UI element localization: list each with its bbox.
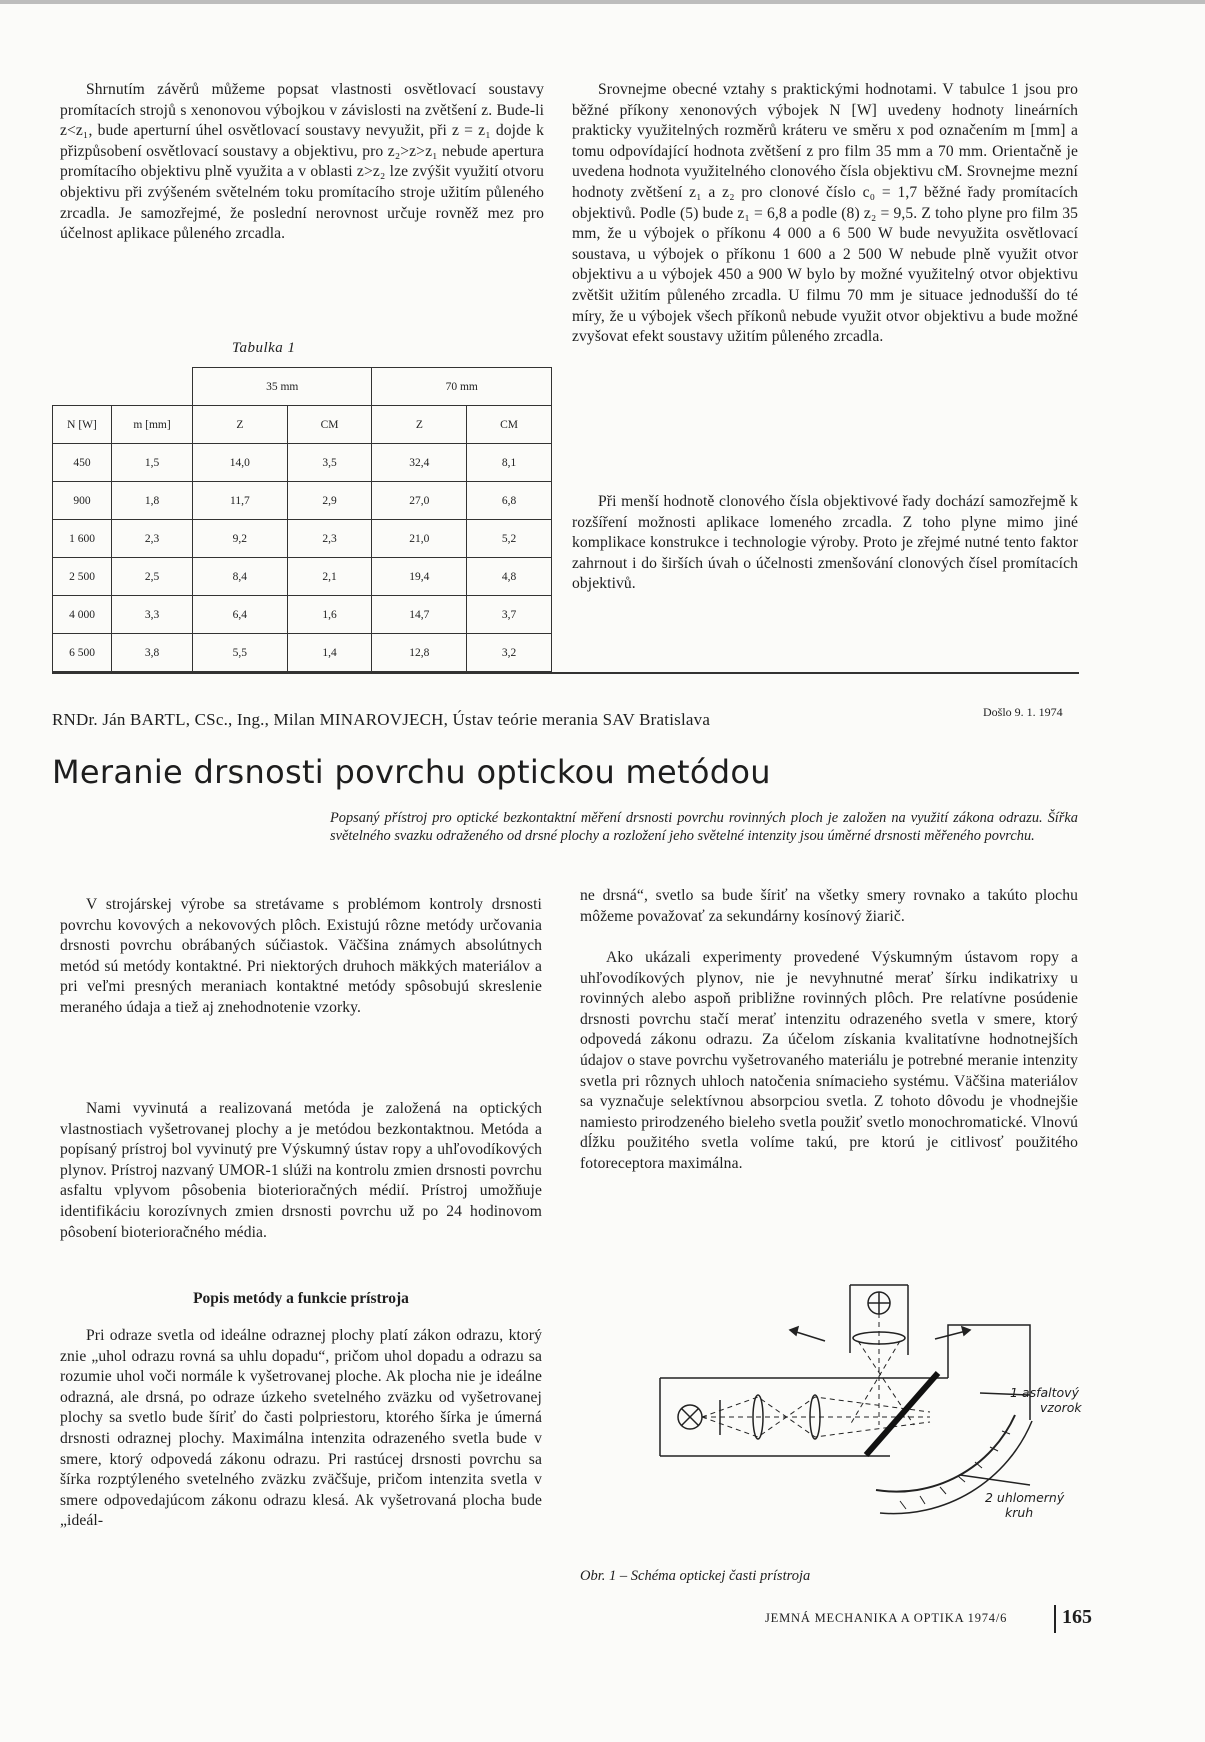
table-cell: 1,4: [287, 634, 372, 672]
top-edge-rule: [0, 0, 1205, 4]
table-cell: 3,7: [467, 596, 552, 634]
table-cell: 6 500: [53, 634, 112, 672]
body-paragraph: V strojárskej výrobe sa stretávame s problémom kontroly drsnosti povrchu kovových a nekovových plôch. Existujú rôzne metódy určovania drsnosti povrchu obrábaných súčiastok. Väčšina známych absolútnych metód sú metódy kontaktné. Pri niektorých druhoch mäkkých materiálov a pri veľmi presných meraniach kontaktné metódy spôsobujú skreslenie meraného údaja a tiež aj znehodnotenie vzorky.: [60, 896, 542, 1016]
table-cell: 27,0: [372, 482, 467, 520]
table-header-row: [53, 406, 552, 444]
optical-schematic-drawing: [630, 1275, 1090, 1565]
figure-label-sample-line1: 1 asfaltový: [1010, 1385, 1079, 1400]
table-cell: 4 000: [53, 596, 112, 634]
table-cell: 5,5: [193, 634, 288, 672]
figure-label-sample: [1010, 1385, 1082, 1415]
table-cell: 14,7: [372, 596, 467, 634]
table-group-header-row: [53, 368, 552, 406]
table-cell: 8,4: [193, 558, 288, 596]
table-cell: 3,8: [112, 634, 193, 672]
journal-footer: JEMNÁ MECHANIKA A OPTIKA 1974/6: [765, 1611, 1008, 1625]
optical-schematic-figure: [630, 1275, 1090, 1565]
body-paragraph: Ako ukázali experimenty provedené Výskumným ústavom ropy a uhľovodíkových plynov, nie je nevyhnutné merať šírku indikatrixy u rovinných alebo aspoň približne rovinných plôch. Pre relatívne posúdenie drsnosti povrchu stačí merať intenzitu odrazeného svetla v smere, ktorý odpovedá zákonu odrazu. Za účelom získania kvalitatívne hodnotnejších údajov o stave povrchu vyšetrovaného materiálu je potrebné meranie intenzity svetla pri rôznych uhloch natočenia snímacieho systému. Väčšina materiálov sa vyznačuje selektívnou absorpciou svetla. Z tohoto dôvodu je vhodnejšie namiesto prirodzeného bieleho svetla použiť svetlo monochromatické. Vlnovú dĺžku použitého svetla volíme takú, pre ktorú je citlivosť použitého fotoreceptora maximálna.: [580, 949, 1078, 1172]
table-cell: 14,0: [193, 444, 288, 482]
table-row: [53, 482, 552, 520]
table-title: Tabulka 1: [232, 340, 296, 356]
data-table: [52, 367, 552, 672]
article-authors: RNDr. Ján BARTL, CSc., Ing., Milan MINAROVJECH, Ústav teórie merania SAV Bratislava: [52, 710, 711, 729]
sample-surface: [866, 1373, 938, 1455]
table-cell: 9,2: [193, 520, 288, 558]
table-cell: 32,4: [372, 444, 467, 482]
table-cell: 2 500: [53, 558, 112, 596]
article-title: Meranie drsnosti povrchu optickou metódou: [52, 753, 771, 791]
table-cell: 19,4: [372, 558, 467, 596]
table-cell: 2,5: [112, 558, 193, 596]
table-row: [53, 596, 552, 634]
figure-label-goniometer: [985, 1490, 1064, 1520]
figure-label-sample-line2: vzorok: [1040, 1400, 1082, 1415]
body-paragraph: ne drsná“, svetlo sa bude šíriť na všetky smery rovnako a takúto plochu môžeme považovať za sekundárny kosínový žiarič.: [580, 887, 1078, 925]
figure-caption: Obr. 1 – Schéma optickej časti prístroja: [580, 1568, 811, 1584]
table-cell: 5,2: [467, 520, 552, 558]
table-column-header: N [W]: [53, 406, 112, 444]
section-heading: Popis metódy a funkcie prístroja: [193, 1290, 409, 1307]
table-cell: 1,8: [112, 482, 193, 520]
right-column-top-paragraph: Při menší hodnotě clonového čísla objektivové řady dochází samozřejmě k rozšíření možnosti aplikace lomeného zrcadla. Z toho plyne mimo jiné komplikace konstrukce i technologie výroby. Proto je zřejmé nutné tento faktor zahrnout i do širších úvah o účelnosti zmenšování clonových čísel promítacích objektivů.: [572, 493, 1078, 593]
table-cell: 6,8: [467, 482, 552, 520]
article-separator-rule: [52, 672, 1079, 674]
table-row: [53, 444, 552, 482]
table-cell: 450: [53, 444, 112, 482]
table-column-header: CM: [467, 406, 552, 444]
table-cell: 1,6: [287, 596, 372, 634]
table-column-header: Z: [372, 406, 467, 444]
table-row: [53, 520, 552, 558]
table-corner-cell: [53, 368, 193, 406]
table-cell: 2,1: [287, 558, 372, 596]
table-cell: 3,5: [287, 444, 372, 482]
table-cell: 900: [53, 482, 112, 520]
footer-divider: [1054, 1605, 1056, 1633]
page-number: 165: [1062, 1606, 1092, 1628]
table-cell: 6,4: [193, 596, 288, 634]
table-column-header: Z: [193, 406, 288, 444]
table-column-header: m [mm]: [112, 406, 193, 444]
table-cell: 3,3: [112, 596, 193, 634]
table-cell: 8,1: [467, 444, 552, 482]
table-cell: 2,3: [112, 520, 193, 558]
body-paragraph: Nami vyvinutá a realizovaná metóda je založená na optických vlastnostiach vyšetrovanej plochy a je metódou bezkontaktnou. Metóda a popísaný prístroj bol vyvinutý pre Výskumný ústav ropy a uhľovodíkových plynov. Prístroj nazvaný UMOR-1 slúži na kontrolu zmien drsnosti povrchu asfaltu vplyvom pôsobenia bioterioračných médií. Prístroj umožňuje identifikáciu korozívnych zmien drsnosti povrchu už po 24 hodinovom pôsobení bioterioračného média.: [60, 1100, 542, 1241]
table-cell: 3,2: [467, 634, 552, 672]
right-column-top-paragraph: Srovnejme obecné vztahy s praktickými hodnotami. V tabulce 1 jsou pro běžné příkony xenonových výbojek N [W] uvedeny hodnoty lineárních prakticky využitelných rozměrů kráteru ve směru x pod označením m [mm] a tomu odpovídající hodnota zvětšení z pro film 35 mm a 70 mm. Orientačně je uvedena hodnota využitelného clonového čísla objektivu cM. Srovnejme mezní hodnoty zvětšení z₁ a z₂ pro clonové číslo c₀ = 1,7 běžné řady promítacích objektivů. Podle (5) bude z₁ = 6,8 a podle (8) z₂ = 9,5. Z toho plyne pro film 35 mm, že u výbojek o příkonu 4 000 a 6 500 W bude nevyužita osvětlovací soustava, u výbojek o příkonu 1 600 a 2 500 W nebude plně využit otvor objektivu a u výbojek 450 a 900 W bylo by možné využitelný otvor objektivu zvětšit užitím půleného zrcadla. U filmu 70 mm je situace jednodušší do té míry, že u výbojek všech příkonů nebude využit otvor objektivu a bude možné zvyšovat efekt soustavy užitím půleného zrcadla.: [572, 81, 1078, 346]
table-cell: 12,8: [372, 634, 467, 672]
left-column-top-paragraph: Shrnutím závěrů můžeme popsat vlastnosti osvětlovací soustavy promítacích strojů s xenonovou výbojkou v závislosti na zvětšení z. Bude-li z<z₁, bude aperturní úhel osvětlovací soustavy nevyužit, při z = z₁ dojde k přizpůsobení osvětlovací soustavy a objektivu, pro z₂>z>z₁ nebude apertura promítacího objektivu plně využita a v oblasti z>z₂ lze zvýšit využití otvoru objektivu při zvýšeném světelném toku promítacího stroje užitím půleného zrcadla. Je samozřejmé, že poslední nerovnost určuje rovněž mez pro účelnost aplikace půleného zrcadla.: [60, 81, 544, 243]
received-date: Došlo 9. 1. 1974: [983, 705, 1063, 719]
table-cell: 4,8: [467, 558, 552, 596]
article-abstract: Popsaný přístroj pro optické bezkontaktní měření drsnosti povrchu rovinných ploch je založen na využití zákona odrazu. Šířka světelného svazku odraženého od drsné plochy a rozložení jeho světelné intenzity jsou úměrné drsnosti měřeného povrchu.: [330, 810, 1078, 844]
figure-label-goniometer-line2: kruh: [1005, 1505, 1034, 1520]
table-group-header: 70 mm: [372, 368, 552, 406]
table-row: [53, 634, 552, 672]
table-cell: 1 600: [53, 520, 112, 558]
table-column-header: CM: [287, 406, 372, 444]
figure-label-goniometer-line1: 2 uhlomerný: [985, 1490, 1065, 1505]
table-row: [53, 558, 552, 596]
body-paragraph: Pri odraze svetla od ideálne odraznej plochy platí zákon odrazu, ktorý znie „uhol odrazu rovná sa uhlu dopadu“, pričom uhol dopadu a odrazu sa rozumie uhol voči normále k vyšetrovanej ploche. Ak plocha nie je ideálne odrazná, ale drsná, po odraze úzkeho svetelného zväzku od vyšetrovanej plochy sa svetlo bude šíriť do časti polpriestoru, ktorého šírka je úmerná drsnosti odraznej plochy. Maximálna intenzita odrazeného svetla bude v smere, ktorý odpovedá zákonu odrazu. Pri rastúcej drsnosti povrchu sa šírka rozptýleného svetelného zväzku zväčšuje, pričom intenzita svetla v smere odpovedajúcom zákonu odrazu klesá. Ak vyšetrovaná plocha bude „ideál-: [60, 1327, 542, 1530]
table-cell: 2,3: [287, 520, 372, 558]
table-cell: 2,9: [287, 482, 372, 520]
table-cell: 1,5: [112, 444, 193, 482]
table-group-header: 35 mm: [193, 368, 372, 406]
table-cell: 11,7: [193, 482, 288, 520]
table-cell: 21,0: [372, 520, 467, 558]
